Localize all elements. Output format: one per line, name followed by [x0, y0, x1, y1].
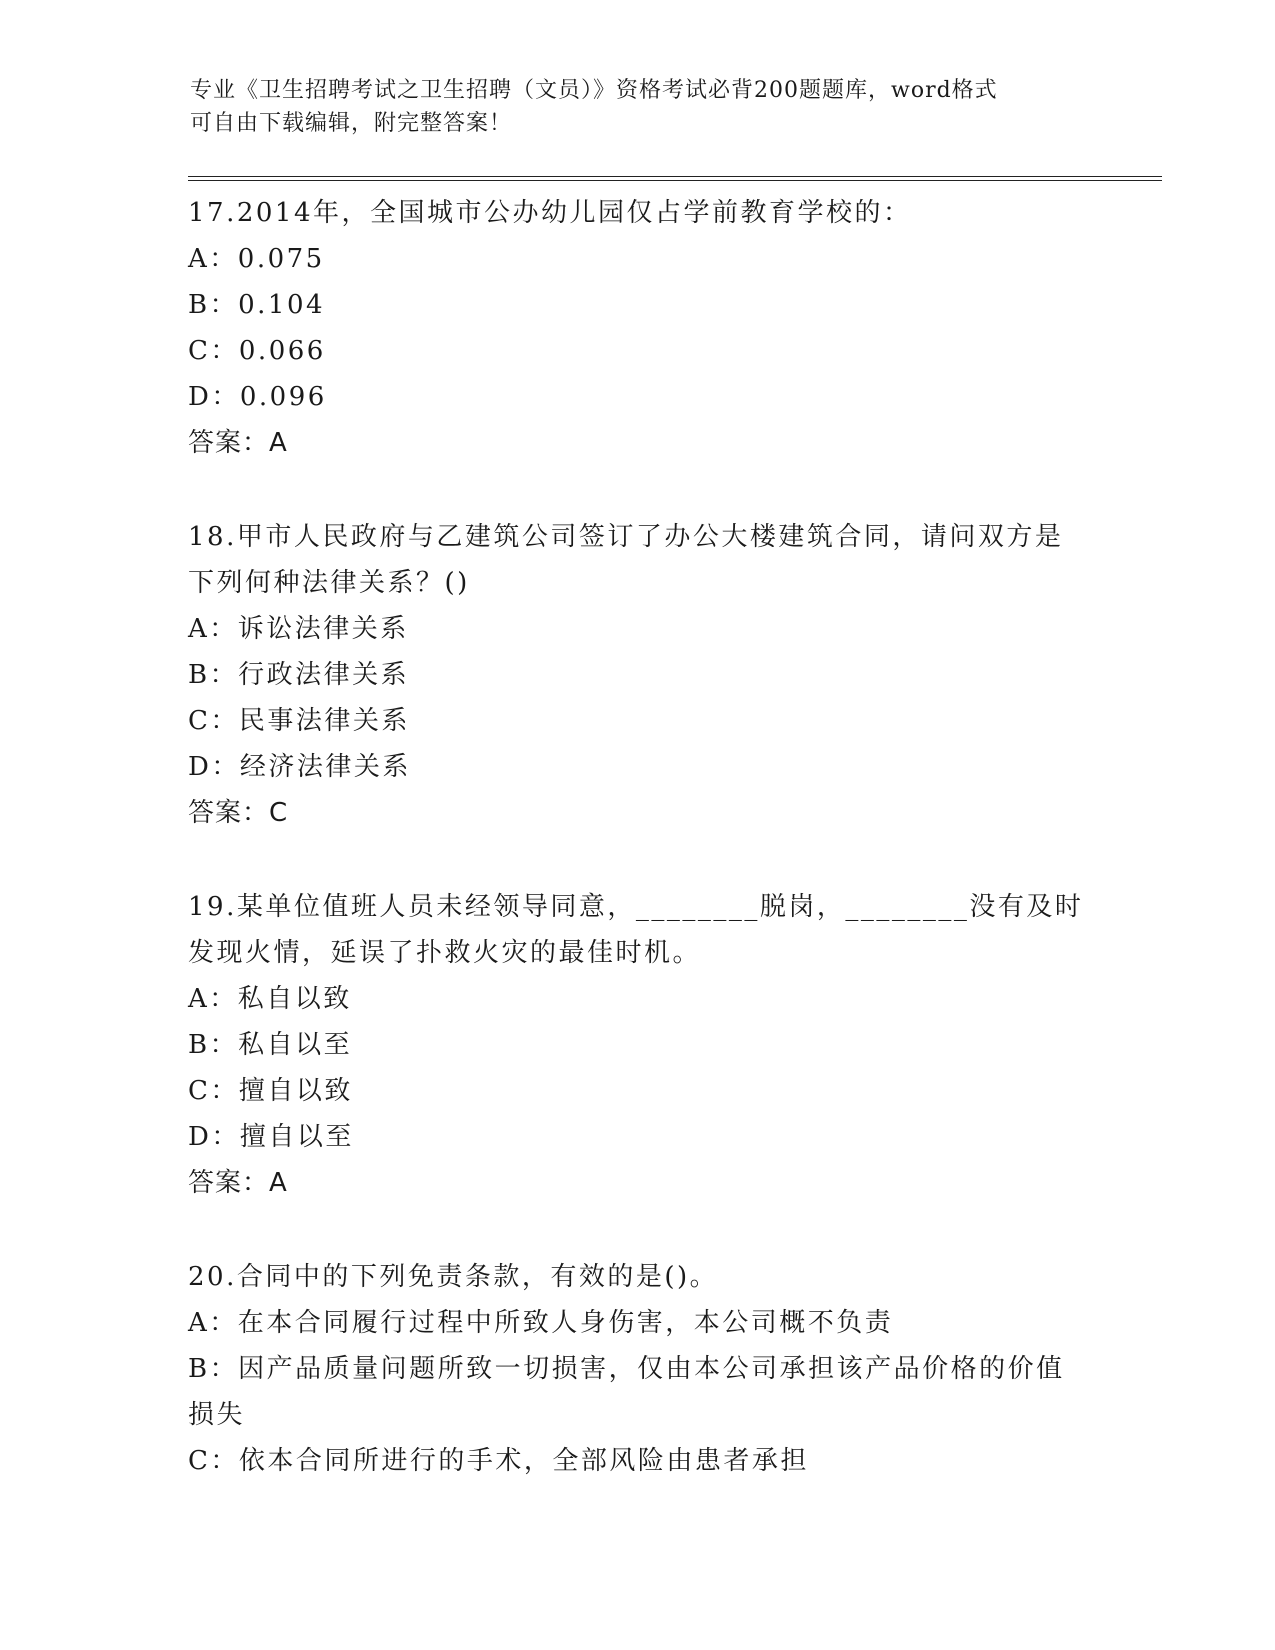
- option-b: B：私自以至: [188, 1030, 353, 1060]
- question-text: 17.2014年，全国城市公办幼儿园仅占学前教育学校的：: [188, 198, 912, 228]
- option-a: A：在本合同履行过程中所致人身伤害，本公司概不负责: [188, 1308, 894, 1338]
- option-a: A：私自以致: [188, 984, 352, 1014]
- question-19: [188, 884, 1088, 1206]
- option-c: C：擅自以致: [188, 1076, 353, 1106]
- question-text-cont: 下列何种法律关系？(): [188, 568, 470, 598]
- question-text-cont: 发现火情，延误了扑救火灾的最佳时机。: [188, 938, 702, 968]
- question-18: [188, 514, 1088, 836]
- header-line-1: 专业《卫生招聘考试之卫生招聘（文员）》资格考试必背200题题库，word格式: [190, 78, 998, 103]
- option-a: A：0.075: [188, 244, 325, 274]
- question-17: [188, 190, 1088, 466]
- document-header: [190, 74, 1070, 140]
- option-c: C：0.066: [188, 336, 326, 366]
- question-20: [188, 1254, 1088, 1484]
- answer: 答案：A: [188, 1168, 288, 1198]
- option-c: C：民事法律关系: [188, 706, 410, 736]
- answer: 答案：A: [188, 428, 288, 458]
- option-b: B：行政法律关系: [188, 660, 410, 690]
- header-line-2: 可自由下载编辑，附完整答案！: [190, 111, 513, 136]
- option-b: B：0.104: [188, 290, 326, 320]
- question-text: 19.某单位值班人员未经领导同意，________脱岗，________没有及时: [188, 892, 1084, 922]
- option-b-cont: 损失: [188, 1400, 246, 1430]
- option-d: D：0.096: [188, 382, 327, 412]
- header-divider: [188, 176, 1162, 181]
- answer: 答案：C: [188, 798, 289, 828]
- question-list: [188, 190, 1088, 1532]
- question-text: 18.甲市人民政府与乙建筑公司签订了办公大楼建筑合同，请问双方是: [188, 522, 1064, 552]
- option-a: A：诉讼法律关系: [188, 614, 409, 644]
- option-d: D：经济法律关系: [188, 752, 411, 782]
- option-c: C：依本合同所进行的手术，全部风险由患者承担: [188, 1446, 809, 1476]
- option-b: B：因产品质量问题所致一切损害，仅由本公司承担该产品价格的价值: [188, 1354, 1065, 1384]
- question-text: 20.合同中的下列免责条款，有效的是()。: [188, 1262, 719, 1292]
- option-d: D：擅自以至: [188, 1122, 354, 1152]
